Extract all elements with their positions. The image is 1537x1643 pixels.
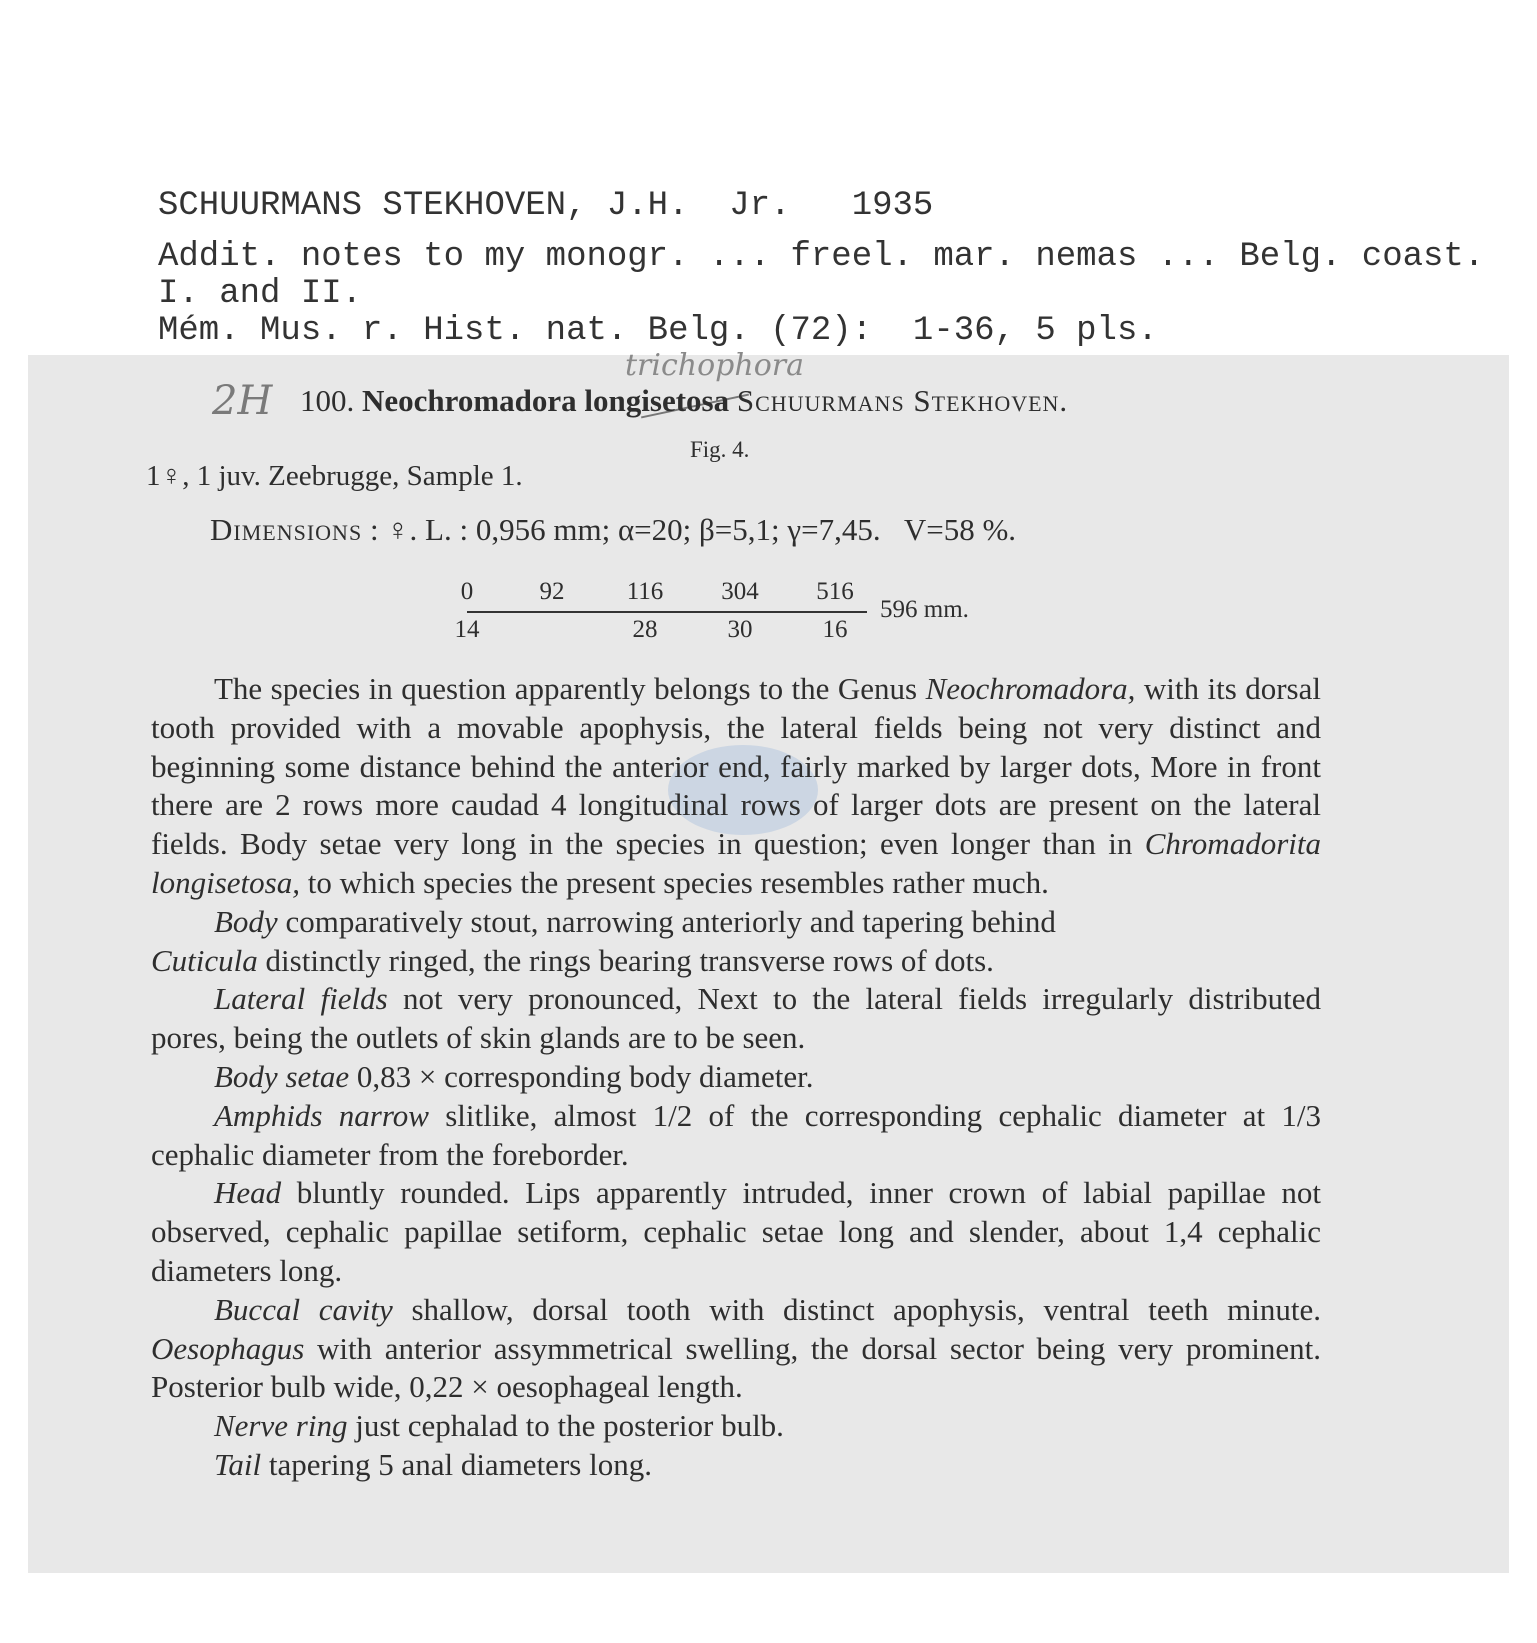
dimensions-label: Dimensions: [210, 512, 363, 547]
text-run: bluntly rounded. Lips apparently intruded, inner crown of labial papillae not observed, cephalic papillae setiform, cephalic setae long and slender, about 1,4 cephalic diameters long.: [151, 1175, 1321, 1288]
genus-name: Neochromadora,: [925, 671, 1136, 706]
text-run: just cephalad to the posterior bulb.: [347, 1408, 784, 1444]
paragraph-head: [151, 1174, 1321, 1290]
text-run: The species in question apparently belongs to the Genus: [214, 671, 926, 706]
text-run: to which species the present species resembles rather much.: [299, 864, 1049, 900]
formula-bottom-row: [454, 616, 867, 646]
formula-bottom-cell: 28: [632, 616, 658, 643]
term: Head: [214, 1175, 282, 1211]
handwritten-number: 2H: [212, 378, 273, 424]
reference-header: [158, 188, 1484, 350]
text-run: with its dorsal tooth provided with a movable apophysis, the lateral fields being not very distinct and beginning some distance behind the anterior end, fairly marked by larger dots, More in front there are 2 rows more caudad 4 longitudinal rows of larger dots are present on the lateral fields. Body setae very long in the species in question; even longer than in: [151, 671, 1321, 862]
term: Oesophagus: [151, 1330, 305, 1366]
handwritten-annotation: trichophora: [625, 348, 804, 383]
paragraph-lateral-fields: [151, 980, 1321, 1058]
paragraph-buccal-cavity: [151, 1291, 1321, 1407]
species-number: 100.: [300, 383, 355, 418]
paragraph-body-setae: [151, 1058, 1321, 1097]
text-run: tapering 5 anal diameters long.: [261, 1446, 652, 1482]
text-run: with anterior assymmetrical swelling, the dorsal sector being very prominent. Posterior bulb wide, 0,22 × oesophageal length.: [151, 1330, 1321, 1405]
figure-reference: Fig. 4.: [690, 437, 750, 462]
text-run: distinctly ringed, the rings bearing transverse rows of dots.: [257, 942, 994, 978]
formula-top-cell: 92: [539, 578, 565, 605]
paragraph-tail: [151, 1446, 1321, 1485]
term: Buccal cavity: [214, 1291, 393, 1327]
formula-total: 596 mm.: [880, 596, 969, 623]
formula-bottom-cell: 16: [822, 616, 848, 643]
term: Body setae: [214, 1058, 350, 1094]
text-run: shallow, dorsal tooth with distinct apophysis, ventral teeth minute.: [392, 1291, 1321, 1327]
term: Cuticula: [151, 942, 258, 978]
species-author: Schuurmans Stekhoven.: [736, 383, 1069, 418]
dimensions-line: [210, 512, 1016, 548]
formula-bottom-cell: 14: [454, 616, 480, 643]
reference-title-line: Addit. notes to my monogr. ... freel. mar. nemas ... Belg. coast.: [158, 238, 1485, 276]
text-run: comparatively stout, narrowing anteriorly and tapering behind: [277, 903, 1056, 939]
paragraph-nerve-ring: [151, 1407, 1321, 1446]
reference-title-line-2: I. and II.: [158, 275, 363, 313]
reference-journal-line: Mém. Mus. r. Hist. nat. Belg. (72): 1-36, 5 pls.: [158, 312, 1158, 350]
formula-rule: [467, 611, 867, 613]
reference-author-year: SCHUURMANS STEKHOVEN, J.H. Jr. 1935: [158, 187, 934, 225]
term: Body: [214, 903, 278, 939]
formula-top-cell: 516: [816, 578, 854, 605]
paragraph-amphids: [151, 1097, 1321, 1175]
formula-top-cell: 304: [721, 578, 759, 605]
term: Amphids narrow: [214, 1097, 429, 1133]
term: Tail: [214, 1446, 262, 1482]
formula-top-cell: 116: [626, 578, 664, 605]
dimensions-values: : ♀. L. : 0,956 mm; α=20; β=5,1; γ=7,45. V=58 %.: [362, 512, 1017, 547]
text-run: 0,83 × corresponding body diameter.: [349, 1058, 814, 1094]
paragraph-body: [151, 903, 1321, 981]
species-description: [151, 670, 1321, 1485]
sample-info: 1♀, 1 juv. Zeebrugge, Sample 1.: [146, 460, 523, 492]
species-title: [300, 383, 1068, 419]
term: Lateral fields: [214, 981, 388, 1017]
compared-species: Chromadorita longisetosa,: [151, 826, 1321, 900]
paragraph-intro: [151, 670, 1321, 903]
formula-bottom-cell: 30: [727, 616, 753, 643]
formula-top-row: [460, 578, 867, 608]
text-run: slitlike, almost 1/2 of the corresponding cephalic diameter at 1/3 cephalic diameter from the foreborder.: [151, 1097, 1322, 1172]
term: Nerve ring: [214, 1408, 348, 1444]
text-run: not very pronounced, Next to the lateral fields irregularly distributed pores, being the outlets of skin glands are to be seen.: [151, 981, 1321, 1056]
formula-top-cell: 0: [460, 578, 474, 605]
species-name: Neochromadora longisetosa: [362, 383, 730, 418]
